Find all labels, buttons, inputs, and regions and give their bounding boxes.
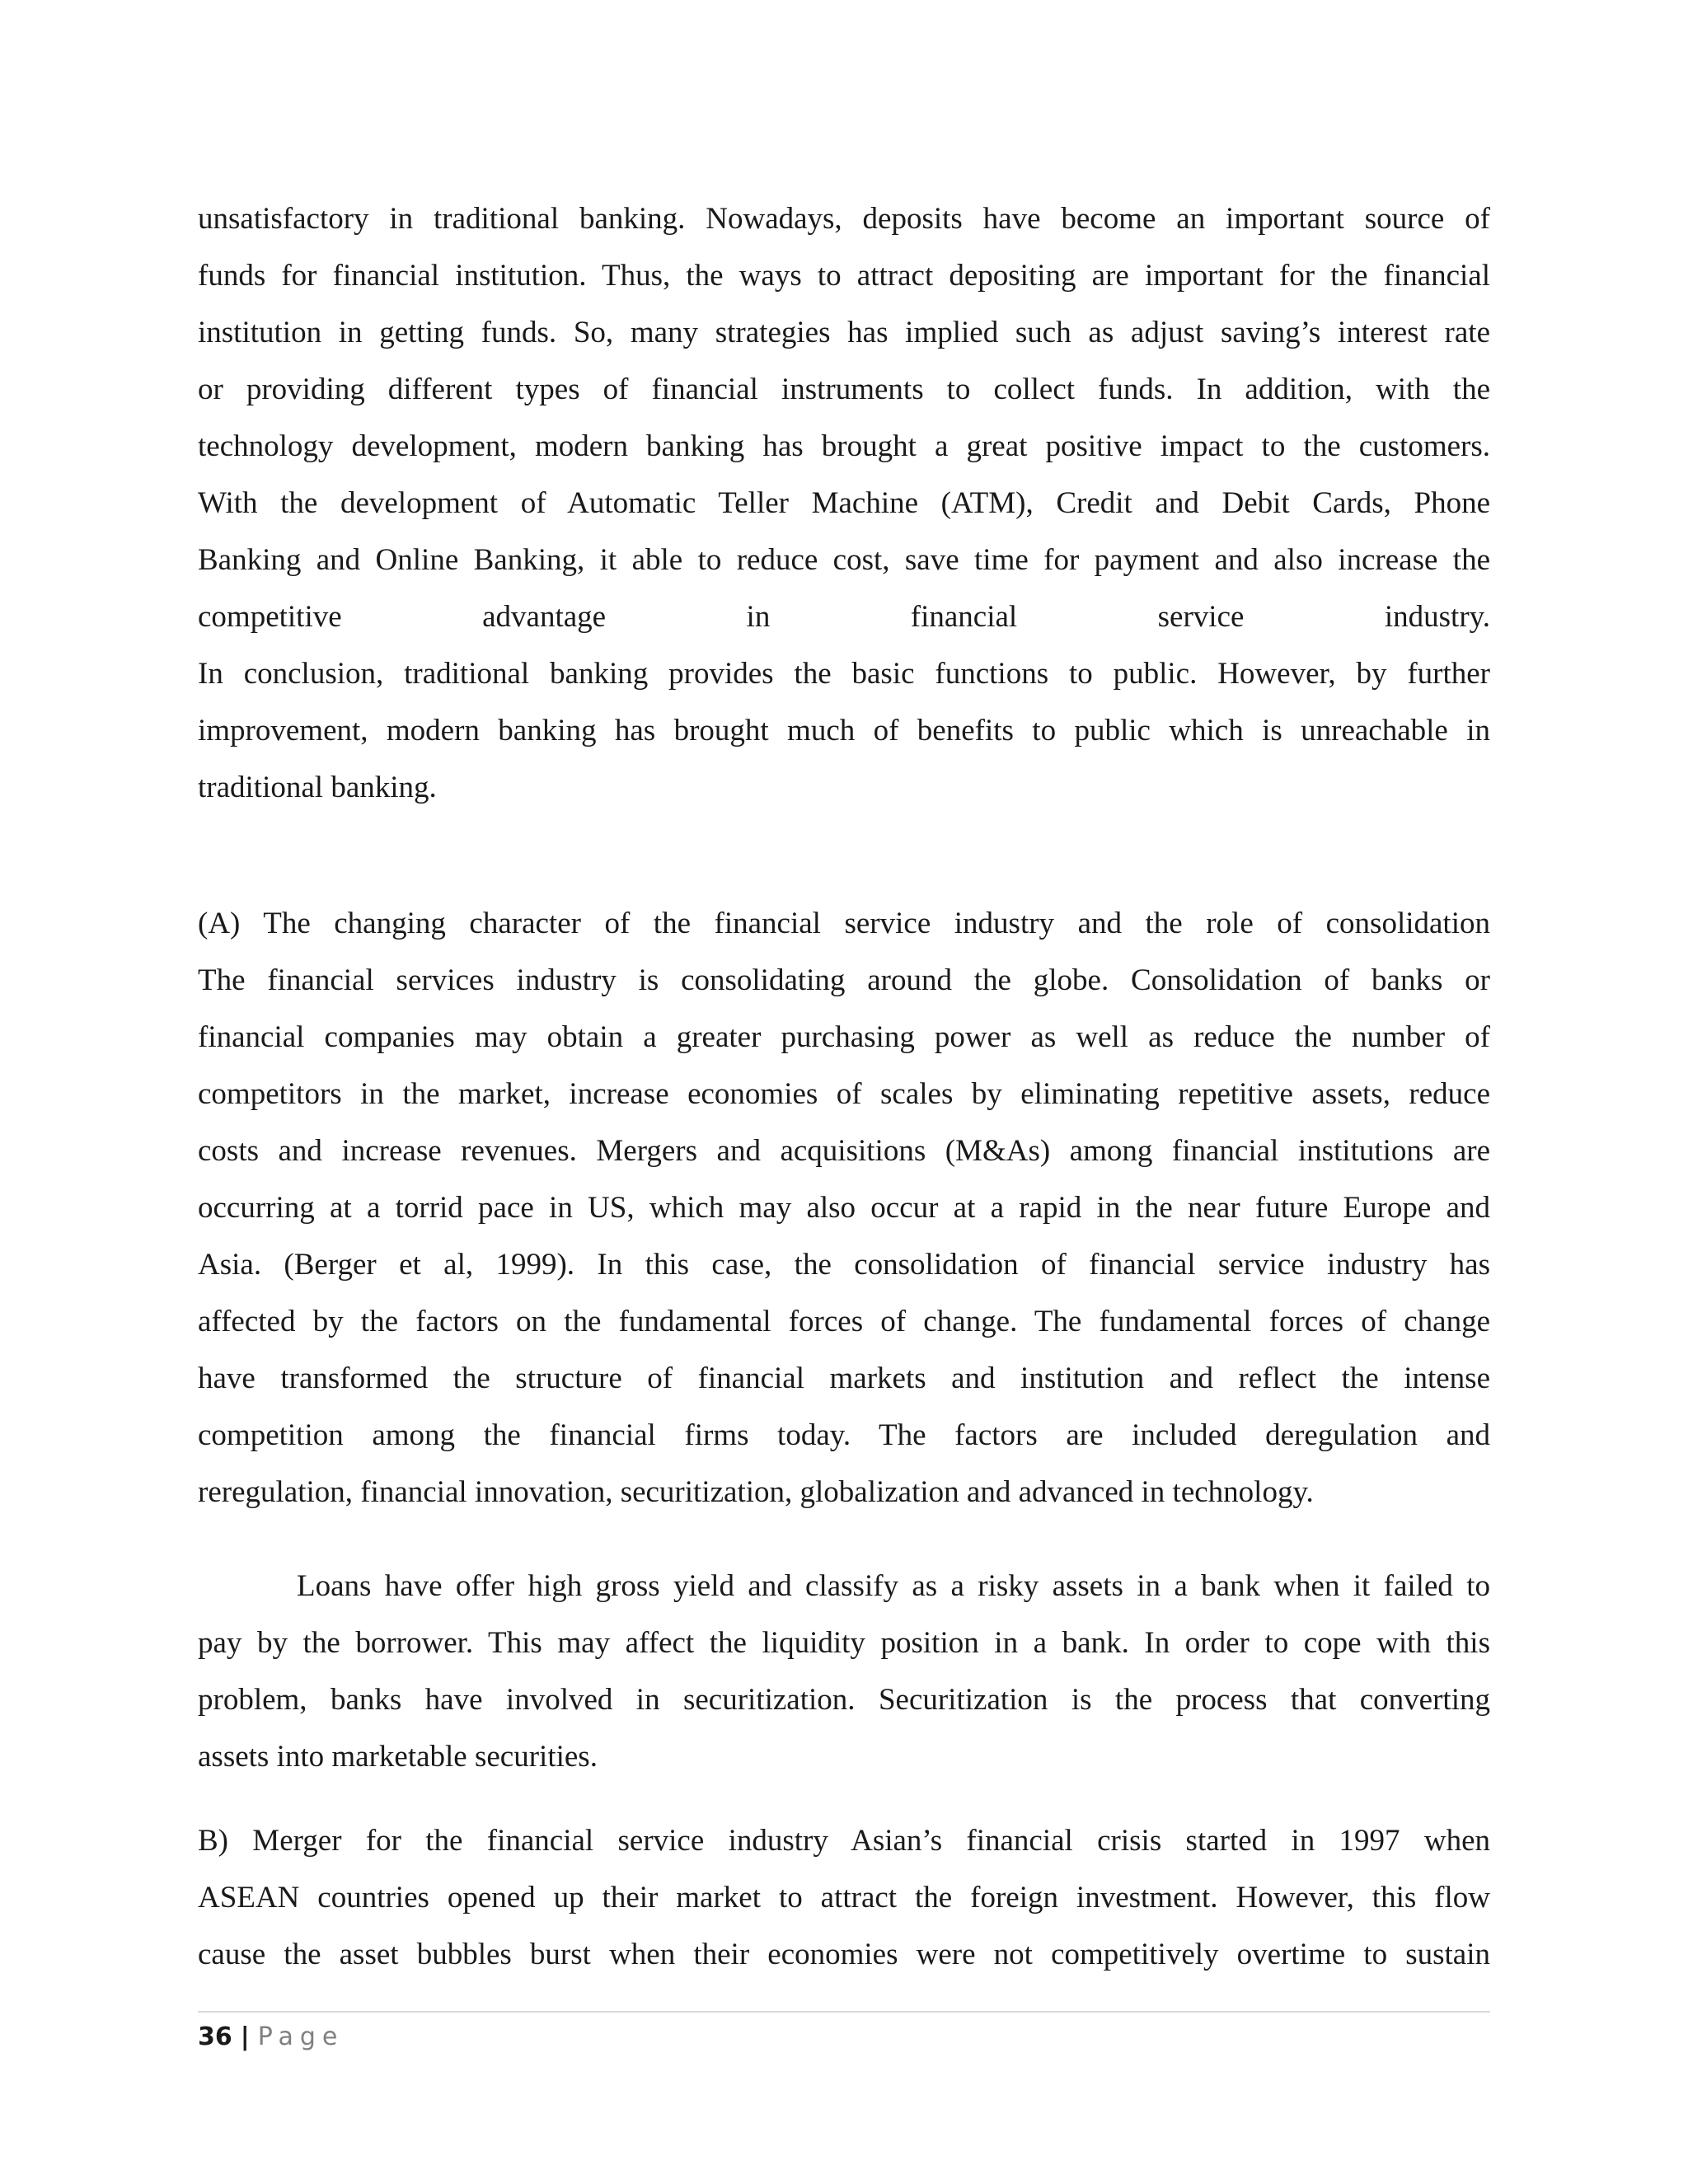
text-line: unsatisfactory in traditional banking. Nowadays, deposits have become an important source of [198, 202, 1490, 236]
text-line: Banking and Online Banking, it able to reduce cost, save time for payment and also increase the [198, 543, 1490, 577]
text-line: financial companies may obtain a greater purchasing power as well as reduce the number of [198, 1020, 1490, 1054]
text-line: pay by the borrower. This may affect the liquidity position in a bank. In order to cope with this [198, 1626, 1490, 1660]
section-heading-b: B) Merger for the financial service industry Asian’s financial crisis started in 1997 when [198, 1824, 1490, 1858]
paragraph-securitization [198, 1558, 1490, 1785]
text-line: institution in getting funds. So, many strategies has implied such as adjust saving’s interest rate [198, 316, 1490, 349]
text-line: improvement, modern banking has brought much of benefits to public which is unreachable in [198, 714, 1490, 748]
text-line: competitors in the market, increase economies of scales by eliminating repetitive assets, reduce [198, 1077, 1490, 1111]
text-line: traditional banking. [198, 771, 437, 804]
text-line: In conclusion, traditional banking provides the basic functions to public. However, by further [198, 657, 1490, 691]
text-line: competitive advantage in financial service industry. [198, 600, 1490, 634]
paragraph-traditional-banking [198, 190, 1490, 816]
text-line: occurring at a torrid pace in US, which may also occur at a rapid in the near future Europe and [198, 1191, 1490, 1225]
text-line: assets into marketable securities. [198, 1740, 598, 1774]
paragraph-consolidation [198, 895, 1490, 1521]
text-line: competition among the financial firms today. The factors are included deregulation and [198, 1418, 1490, 1452]
footer-divider [198, 2011, 1490, 2013]
text-line: With the development of Automatic Teller Machine (ATM), Credit and Debit Cards, Phone [198, 486, 1490, 520]
text-line: reregulation, financial innovation, securitization, globalization and advanced in technology. [198, 1475, 1314, 1509]
text-line: Asia. (Berger et al, 1999). In this case, the consolidation of financial service industry has [198, 1248, 1490, 1282]
paragraph-merger [198, 1812, 1490, 1983]
text-line: technology development, modern banking has brought a great positive impact to the customers. [198, 429, 1490, 463]
text-line: affected by the factors on the fundamental forces of change. The fundamental forces of change [198, 1305, 1490, 1338]
text-line: funds for financial institution. Thus, the ways to attract depositing are important for the financial [198, 259, 1490, 293]
text-line: costs and increase revenues. Mergers and acquisitions (M&As) among financial institutions are [198, 1134, 1490, 1168]
page-label: Page [257, 2022, 345, 2051]
section-heading-a: (A) The changing character of the financial service industry and the role of consolidation [198, 907, 1490, 940]
text-line: cause the asset bubbles burst when their economies were not competitively overtime to sustain [198, 1938, 1490, 1971]
page-footer [198, 2021, 344, 2054]
text-line: have transformed the structure of financial markets and institution and reflect the intense [198, 1361, 1490, 1395]
text-line: or providing different types of financial instruments to collect funds. In addition, with the [198, 373, 1490, 406]
text-line: problem, banks have involved in securitization. Securitization is the process that converting [198, 1683, 1490, 1717]
footer-separator: | [240, 2022, 250, 2051]
text-line: The financial services industry is consolidating around the globe. Consolidation of banks or [198, 963, 1490, 997]
text-line: Loans have offer high gross yield and classify as a risky assets in a bank when it failed to [297, 1569, 1490, 1603]
page-number: 36 [198, 2022, 232, 2051]
text-line: ASEAN countries opened up their market to attract the foreign investment. However, this flow [198, 1881, 1490, 1915]
